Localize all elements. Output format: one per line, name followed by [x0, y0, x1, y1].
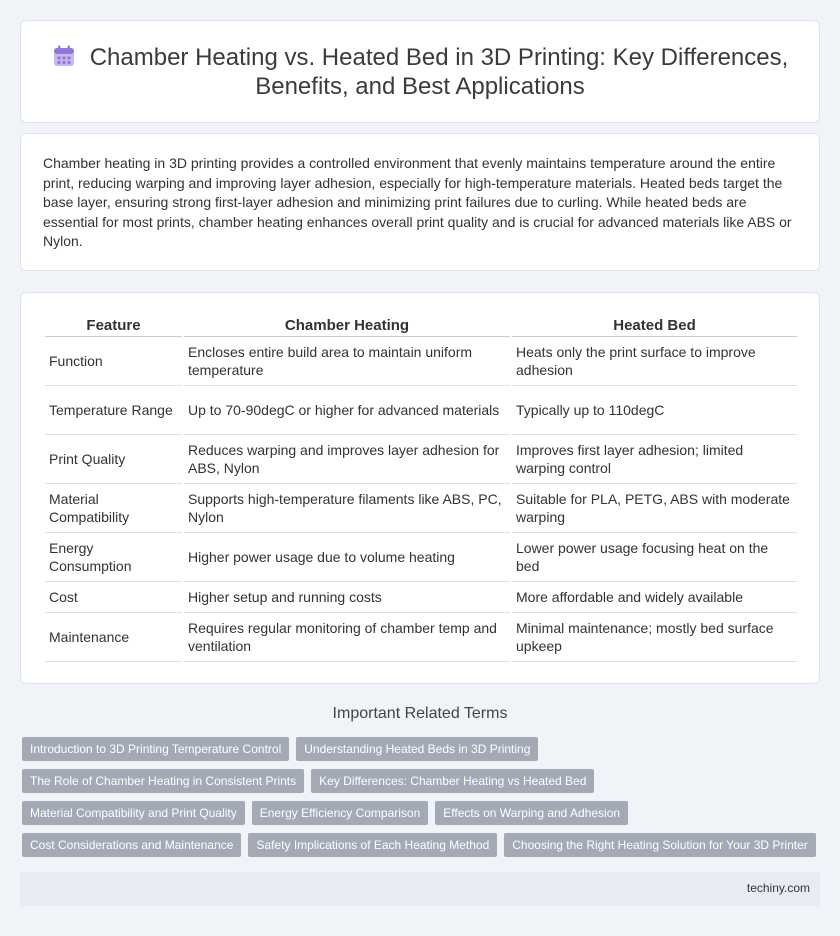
- table-cell: Minimal maintenance; mostly bed surface upkeep: [512, 613, 797, 662]
- title-wrap: [51, 43, 789, 101]
- table-cell: Lower power usage focusing heat on the bed: [512, 533, 797, 582]
- table-cell: Suitable for PLA, PETG, ABS with moderate warping: [512, 484, 797, 533]
- table-cell: Heats only the print surface to improve adhesion: [512, 337, 797, 386]
- related-terms-list: [22, 737, 822, 865]
- table-row: [45, 613, 797, 662]
- table-header-row: [45, 315, 797, 337]
- table-row: [45, 484, 797, 533]
- footer: [20, 872, 820, 906]
- table-cell: Requires regular monitoring of chamber temp and ventilation: [184, 613, 510, 662]
- table-cell: Print Quality: [45, 435, 182, 484]
- related-term-tag[interactable]: The Role of Chamber Heating in Consistent Prints: [22, 769, 304, 793]
- related-term-tag[interactable]: Material Compatibility and Print Quality: [22, 801, 245, 825]
- table-row: [45, 582, 797, 613]
- table-cell: Material Compatibility: [45, 484, 182, 533]
- table-row: [45, 435, 797, 484]
- header-heated-bed: Heated Bed: [512, 315, 797, 337]
- table-cell: Improves first layer adhesion; limited warping control: [512, 435, 797, 484]
- table-cell: Energy Consumption: [45, 533, 182, 582]
- calendar-icon: [52, 44, 76, 68]
- intro-paragraph: Chamber heating in 3D printing provides a controlled environment that evenly maintains temperature around the entire print, reducing warping and improving layer adhesion, especially for high-temperature materials. Heated beds target the base layer, ensuring strong first-layer adhesion and minimizing print failures due to curling. While heated beds are essential for most prints, chamber heating enhances overall print quality and is crucial for advanced materials like ABS or Nylon.: [43, 155, 792, 249]
- related-terms-title: Important Related Terms: [332, 705, 508, 722]
- table-row: [45, 386, 797, 435]
- related-term-tag[interactable]: Understanding Heated Beds in 3D Printing: [296, 737, 538, 761]
- table-row: [45, 533, 797, 582]
- related-term-tag[interactable]: Cost Considerations and Maintenance: [22, 833, 241, 857]
- table-cell: More affordable and widely available: [512, 582, 797, 613]
- site-name[interactable]: techiny.com: [746, 881, 810, 895]
- tag-row: [22, 801, 822, 833]
- related-term-tag[interactable]: Safety Implications of Each Heating Method: [248, 833, 497, 857]
- table-cell: Maintenance: [45, 613, 182, 662]
- table-cell: Encloses entire build area to maintain uniform temperature: [184, 337, 510, 386]
- comparison-card: [20, 292, 820, 684]
- tag-row: [22, 833, 822, 865]
- related-term-tag[interactable]: Key Differences: Chamber Heating vs Heated Bed: [311, 769, 594, 793]
- table-cell: Reduces warping and improves layer adhesion for ABS, Nylon: [184, 435, 510, 484]
- table-cell: Function: [45, 337, 182, 386]
- table-cell: Higher setup and running costs: [184, 582, 510, 613]
- comparison-table: [43, 315, 799, 662]
- page-title-text: Chamber Heating vs. Heated Bed in 3D Printing: Key Differences, Benefits, and Best Applications: [89, 44, 789, 100]
- related-term-tag[interactable]: Introduction to 3D Printing Temperature Control: [22, 737, 289, 761]
- header-card: [20, 20, 820, 123]
- table-cell: Up to 70-90degC or higher for advanced materials: [184, 386, 510, 435]
- header-feature: Feature: [45, 315, 182, 337]
- table-cell: Cost: [45, 582, 182, 613]
- table-cell: Supports high-temperature filaments like ABS, PC, Nylon: [184, 484, 510, 533]
- page-title: [51, 43, 789, 101]
- table-cell: Temperature Range: [45, 386, 182, 435]
- tag-row: [22, 737, 822, 769]
- table-cell: Typically up to 110degC: [512, 386, 797, 435]
- related-term-tag[interactable]: Choosing the Right Heating Solution for Your 3D Printer: [504, 833, 816, 857]
- table-cell: Higher power usage due to volume heating: [184, 533, 510, 582]
- related-term-tag[interactable]: Effects on Warping and Adhesion: [435, 801, 628, 825]
- related-term-tag[interactable]: Energy Efficiency Comparison: [252, 801, 429, 825]
- tag-row: [22, 769, 822, 801]
- header-chamber-heating: Chamber Heating: [184, 315, 510, 337]
- intro-card: [20, 133, 820, 271]
- table-row: [45, 337, 797, 386]
